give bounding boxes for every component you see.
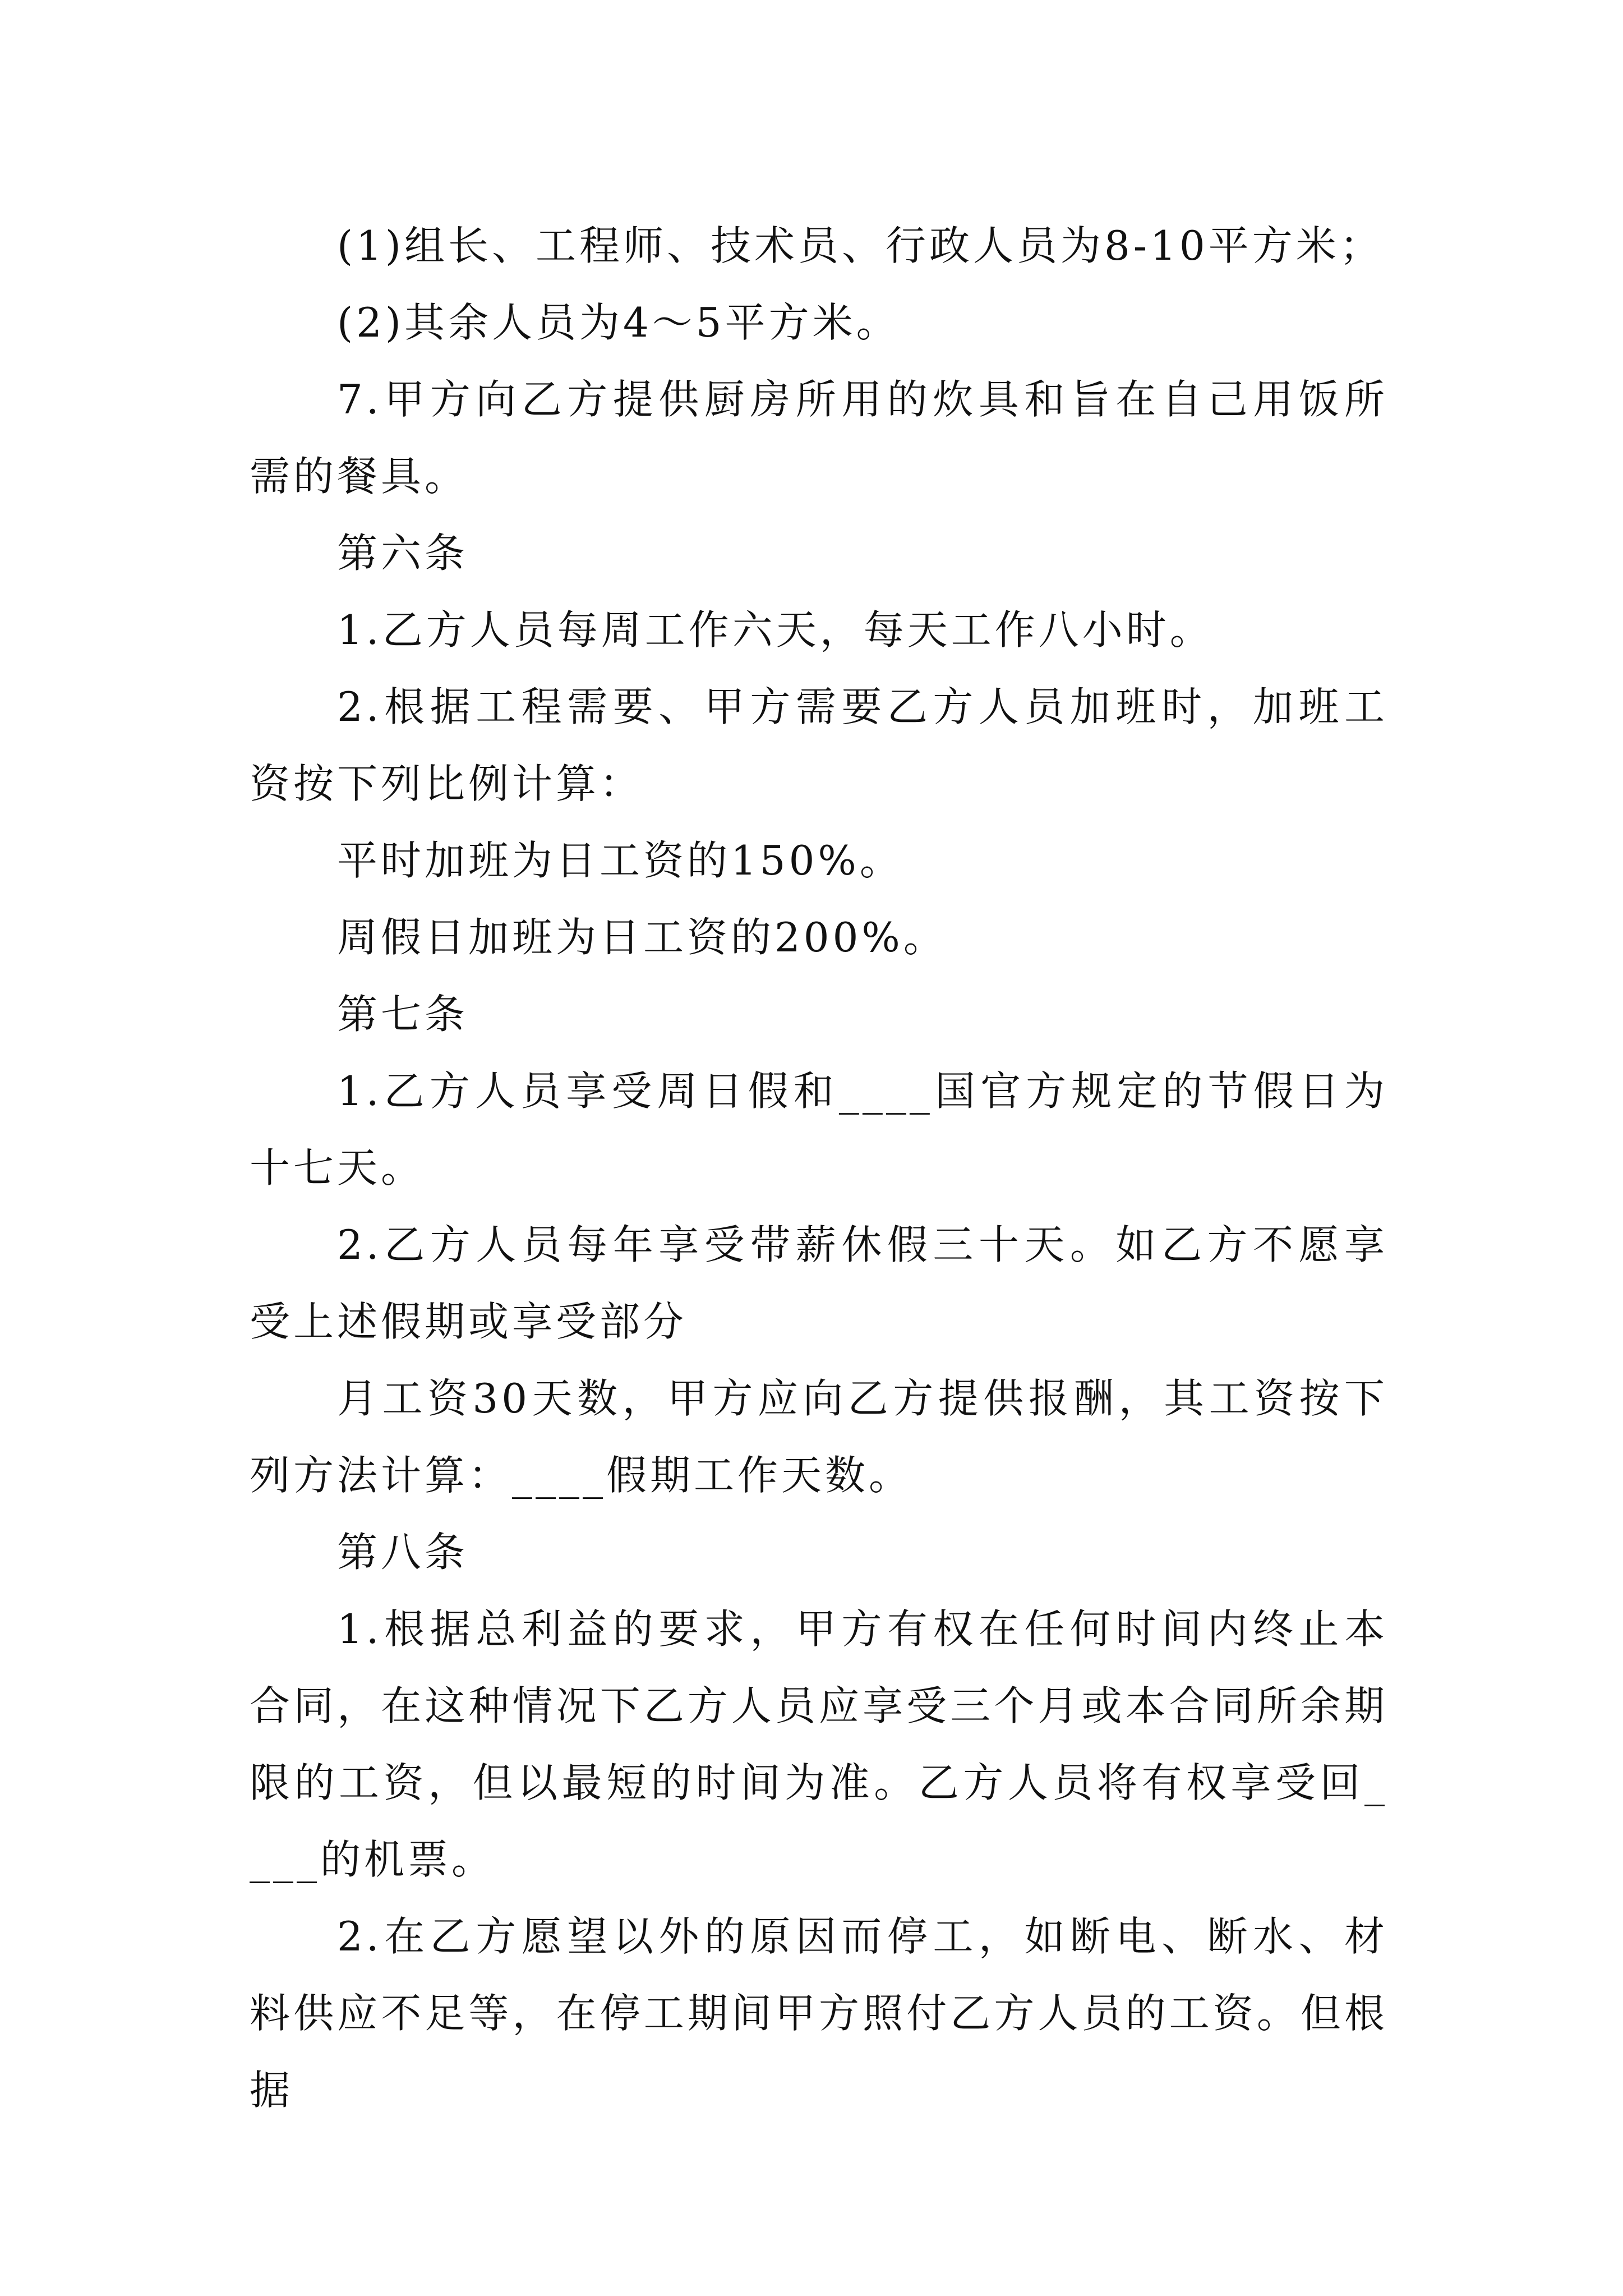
paragraph-overtime-weekday: 平时加班为日工资的150%。 — [337, 837, 903, 884]
paragraph-office-area-group-leaders: (1)组长、工程师、技术员、行政人员为8-10平方米； — [337, 222, 1384, 269]
paragraph-work-stoppage: 2.在乙方愿望以外的原因而停工，如断电、断水、材料供应不足等，在停工期间甲方照付乙方人员的工资。但根据 — [250, 1913, 1388, 2114]
paragraph-overtime-holiday: 周假日加班为日工资的200%。 — [337, 914, 947, 961]
paragraph-paid-leave: 2.乙方人员每年享受带薪休假三十天。如乙方不愿享受上述假期或享受部分 — [250, 1221, 1388, 1345]
article-seven-heading: 第七条 — [337, 991, 469, 1038]
paragraph-public-holidays: 1.乙方人员享受周日假和____国官方规定的节假日为十七天。 — [250, 1068, 1388, 1191]
paragraph-work-week: 1.乙方人员每周工作六天，每天工作八小时。 — [337, 606, 1214, 654]
article-six-heading: 第六条 — [337, 530, 469, 577]
paragraph-kitchen-utensils: 7.甲方向乙方提供厨房所用的炊具和旨在自己用饭所需的餐具。 — [250, 376, 1388, 500]
paragraph-leave-compensation: 月工资30天数，甲方应向乙方提供报酬，其工资按下列方法计算：____假期工作天数。 — [250, 1375, 1388, 1499]
paragraph-office-area-others: (2)其余人员为4～5平方米。 — [337, 299, 900, 346]
paragraph-termination: 1.根据总利益的要求，甲方有权在任何时间内终止本合同，在这种情况下乙方人员应享受三个月或本合同所余期限的工资，但以最短的时间为准。乙方人员将有权享受回____的机票。 — [250, 1605, 1388, 1883]
article-eight-heading: 第八条 — [337, 1529, 469, 1576]
document-body — [250, 208, 1388, 2129]
paragraph-overtime: 2.根据工程需要、甲方需要乙方人员加班时，加班工资按下列比例计算： — [250, 683, 1388, 807]
